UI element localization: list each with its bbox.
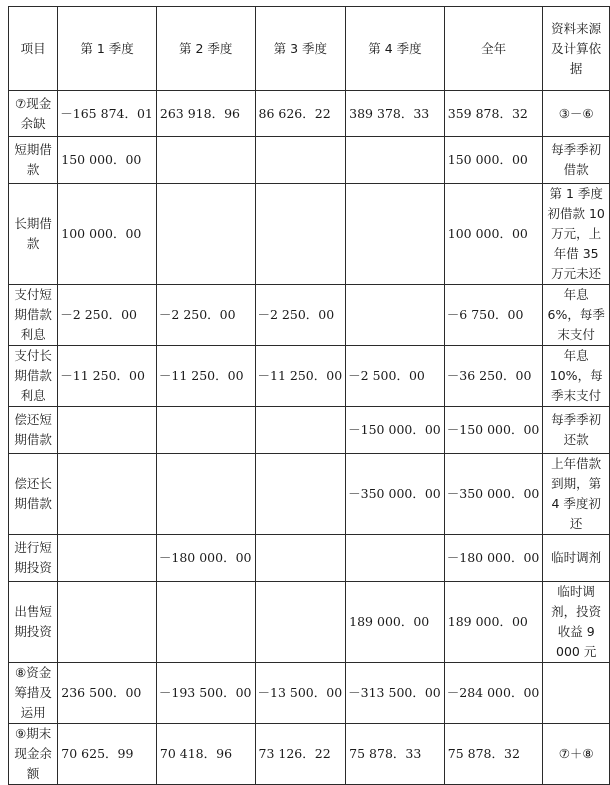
cell-q2: －2 250．00 [156, 285, 255, 346]
row-label: ⑨期末现金余额 [9, 724, 58, 785]
table-row [9, 137, 610, 184]
header-q1: 第 1 季度 [58, 7, 157, 91]
row-label: 支付长期借款利息 [9, 346, 58, 407]
cell-q1 [58, 407, 157, 454]
cell-q2 [156, 407, 255, 454]
cell-q2: －193 500．00 [156, 663, 255, 724]
cell-q4: －350 000．00 [346, 454, 445, 535]
cell-q1: 150 000．00 [58, 137, 157, 184]
cell-q4: －313 500．00 [346, 663, 445, 724]
cell-q2 [156, 454, 255, 535]
cell-q3 [255, 454, 346, 535]
table-row [9, 454, 610, 535]
cell-q3 [255, 407, 346, 454]
cell-source [543, 663, 610, 724]
cell-q4: －150 000．00 [346, 407, 445, 454]
cell-q4: 75 878．33 [346, 724, 445, 785]
cell-q2 [156, 137, 255, 184]
cell-q3: 86 626．22 [255, 91, 346, 137]
cell-q4: －2 500．00 [346, 346, 445, 407]
cell-source: 临时调剂，投资收益 9 000 元 [543, 582, 610, 663]
cell-source: ③－⑥ [543, 91, 610, 137]
cell-q3: －13 500．00 [255, 663, 346, 724]
header-item: 项目 [9, 7, 58, 91]
cell-year: －350 000．00 [444, 454, 543, 535]
cell-source: 上年借款到期，第 4 季度初还 [543, 454, 610, 535]
cell-q1: －165 874．01 [58, 91, 157, 137]
cell-q2: 263 918．96 [156, 91, 255, 137]
cell-source: 每季季初还款 [543, 407, 610, 454]
cell-q3 [255, 582, 346, 663]
row-label: 支付短期借款利息 [9, 285, 58, 346]
cell-q1 [58, 454, 157, 535]
cash-budget-table [8, 6, 610, 785]
cell-q1: －11 250．00 [58, 346, 157, 407]
header-q3: 第 3 季度 [255, 7, 346, 91]
table-row [9, 535, 610, 582]
cell-year: 100 000．00 [444, 184, 543, 285]
cell-q1: 70 625．99 [58, 724, 157, 785]
row-label: 偿还长期借款 [9, 454, 58, 535]
row-label: 长期借款 [9, 184, 58, 285]
cell-q3 [255, 137, 346, 184]
cell-q1 [58, 582, 157, 663]
cell-year: －36 250．00 [444, 346, 543, 407]
cell-year: －150 000．00 [444, 407, 543, 454]
cell-q4: 389 378．33 [346, 91, 445, 137]
cell-q2: －180 000．00 [156, 535, 255, 582]
row-label: 出售短期投资 [9, 582, 58, 663]
cell-year: 359 878．32 [444, 91, 543, 137]
cell-year: 150 000．00 [444, 137, 543, 184]
cell-q4 [346, 285, 445, 346]
cell-q2: 70 418．96 [156, 724, 255, 785]
cell-q1: 100 000．00 [58, 184, 157, 285]
cell-q4 [346, 535, 445, 582]
cell-q1: 236 500．00 [58, 663, 157, 724]
header-source: 资料来源及计算依据 [543, 7, 610, 91]
table-row [9, 407, 610, 454]
cell-source: 临时调剂 [543, 535, 610, 582]
cell-q3: 73 126．22 [255, 724, 346, 785]
header-q2: 第 2 季度 [156, 7, 255, 91]
cell-year: －180 000．00 [444, 535, 543, 582]
cell-source: 第 1 季度初借款 10 万元，上年借 35 万元未还 [543, 184, 610, 285]
cell-year: －284 000．00 [444, 663, 543, 724]
table-row [9, 663, 610, 724]
cell-q1 [58, 535, 157, 582]
table-row [9, 724, 610, 785]
cell-q3: －2 250．00 [255, 285, 346, 346]
row-label: ⑦现金余缺 [9, 91, 58, 137]
row-label: ⑧资金筹措及运用 [9, 663, 58, 724]
cell-q1: －2 250．00 [58, 285, 157, 346]
cell-q4 [346, 184, 445, 285]
row-label: 进行短期投资 [9, 535, 58, 582]
cell-q2 [156, 184, 255, 285]
cell-source: 每季季初借款 [543, 137, 610, 184]
cell-source: 年息 6%，每季末支付 [543, 285, 610, 346]
header-q4: 第 4 季度 [346, 7, 445, 91]
cell-year: －6 750．00 [444, 285, 543, 346]
cell-source: ⑦＋⑧ [543, 724, 610, 785]
table-row [9, 285, 610, 346]
row-label: 偿还短期借款 [9, 407, 58, 454]
table-row [9, 91, 610, 137]
cell-source: 年息 10%，每季末支付 [543, 346, 610, 407]
header-row [9, 7, 610, 91]
row-label: 短期借款 [9, 137, 58, 184]
cell-q4 [346, 137, 445, 184]
table-row [9, 582, 610, 663]
header-year: 全年 [444, 7, 543, 91]
table-row [9, 184, 610, 285]
cell-year: 75 878．32 [444, 724, 543, 785]
cell-q2: －11 250．00 [156, 346, 255, 407]
cell-q2 [156, 582, 255, 663]
cell-q3: －11 250．00 [255, 346, 346, 407]
table-row [9, 346, 610, 407]
cell-q4: 189 000．00 [346, 582, 445, 663]
cell-q3 [255, 184, 346, 285]
cell-year: 189 000．00 [444, 582, 543, 663]
cell-q3 [255, 535, 346, 582]
